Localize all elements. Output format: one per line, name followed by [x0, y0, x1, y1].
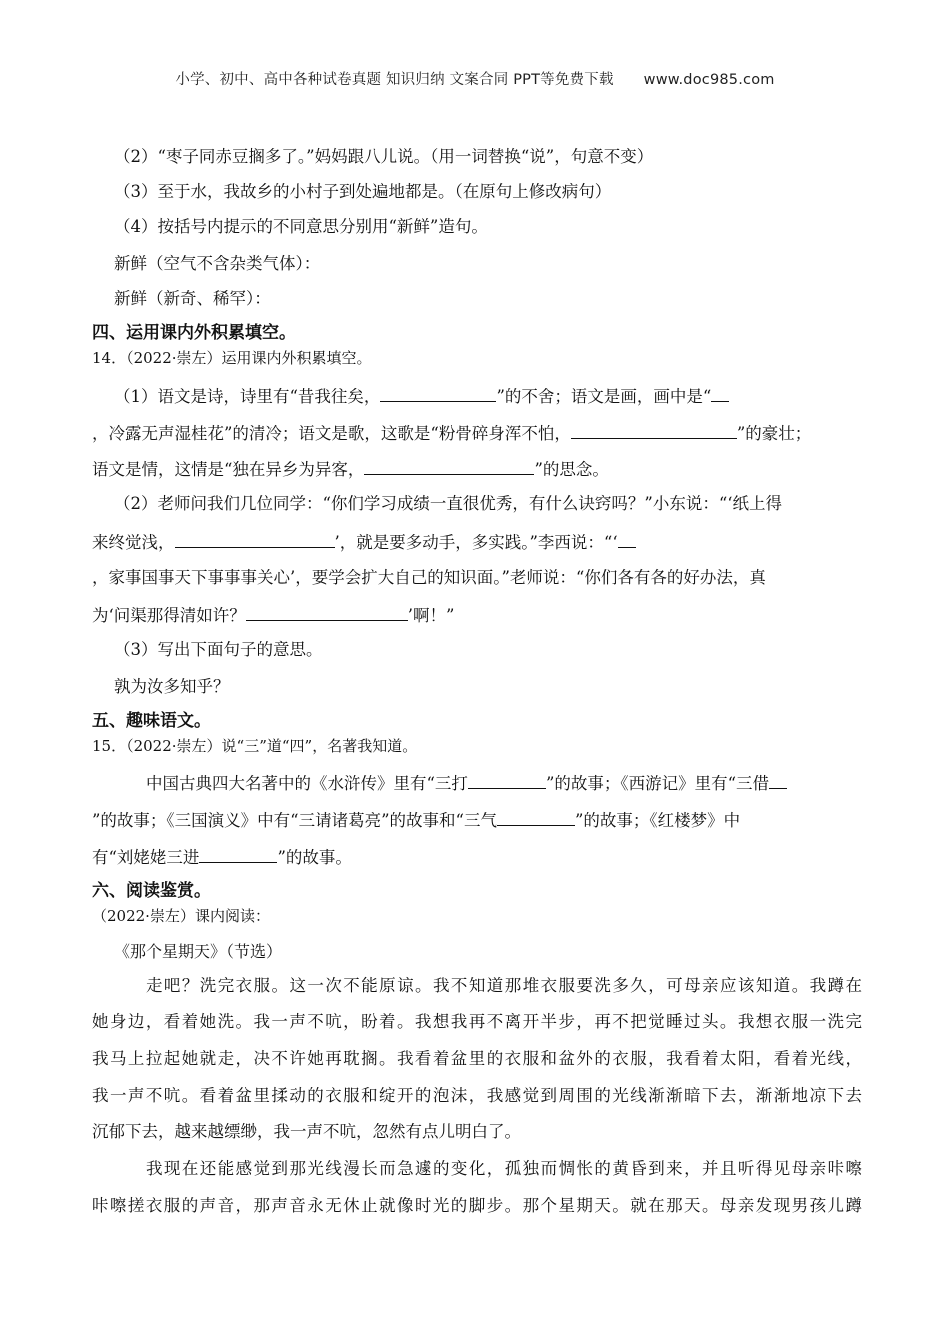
text: 为‘问渠那得清如许？: [92, 606, 246, 625]
text: ’，就是要多动手，多实践。”李西说：“‘: [334, 533, 618, 552]
page-header: [0, 68, 950, 89]
reading-title: 《那个星期天》（节选）: [114, 942, 283, 961]
q14-part2-line2: [92, 530, 862, 554]
question-15-title: 15．（2022·崇左）说“三”道“四”，名著我知道。: [92, 737, 418, 755]
header-site: www.doc985.com: [643, 72, 775, 88]
text: ”的故事。: [277, 848, 352, 867]
para1-line: 我一声不吭。看着盆里揉动的衣服和绽开的泡沫，我感觉到周围的光线渐渐暗下去，渐渐地凉下去: [92, 1086, 862, 1105]
fill-blank[interactable]: [246, 603, 408, 621]
fill-blank[interactable]: [711, 384, 729, 402]
q14-part3: （3）写出下面句子的意思。: [114, 640, 323, 659]
text: ”的不舍；语文是画，画中是“: [496, 387, 712, 406]
section-5-heading: 五、趣味语文。: [92, 711, 211, 731]
text: 语文是情，这情是“独在异乡为异客，: [92, 460, 365, 479]
q14-part1-line2: [92, 421, 862, 445]
q14-part2-line1: （2）老师问我们几位同学：“你们学习成绩一直很优秀，有什么诀窍吗？”小东说：“‘纸上得: [114, 494, 783, 513]
q14-part3-quote: 孰为汝多知乎？: [114, 677, 230, 696]
text: ”的故事；《西游记》里有“三借: [545, 774, 770, 793]
q15-line3: [92, 845, 862, 869]
para1-line: 沉郁下去，越来越缥缈，我一声不吭，忽然有点儿明白了。: [92, 1122, 521, 1141]
text: ”的豪壮；: [736, 424, 812, 443]
section-4-heading: 四、运用课内外积累填空。: [92, 323, 296, 343]
question-13-4-b: 新鲜（新奇、稀罕）：: [114, 289, 271, 308]
q15-line1: [146, 771, 916, 795]
text: ”的故事；《三国演义》中有“三请诸葛亮”的故事和“三气: [92, 811, 497, 830]
para1-line: 她身边，看着她洗。我一声不吭，盼着。我想我再不离开半步，再不把觉睡过头。我想衣服一洗完: [92, 1012, 862, 1031]
question-14-title: 14．（2022·崇左）运用课内外积累填空。: [92, 349, 372, 367]
question-13-4-a: 新鲜（空气不含杂类气体）：: [114, 254, 321, 273]
text: ，冷露无声湿桂花”的清冷；语文是歌，这歌是“粉骨碎身浑不怕，: [92, 424, 571, 443]
reading-source: （2022·崇左）课内阅读：: [92, 907, 270, 925]
fill-blank[interactable]: [497, 808, 575, 826]
section-6-heading: 六、阅读鉴赏。: [92, 881, 211, 901]
fill-blank[interactable]: [380, 384, 496, 402]
text: ”的故事；《红楼梦》中: [575, 811, 741, 830]
text: （1）语文是诗，诗里有“昔我往矣，: [114, 387, 381, 406]
question-13-2: （2）“枣子同赤豆搁多了。”妈妈跟八儿说。（用一词替换“说”，句意不变）: [114, 147, 654, 166]
header-text: 小学、初中、高中各种试卷真题 知识归纳 文案合同 PPT等免费下载: [175, 72, 614, 88]
text: ”的思念。: [534, 460, 609, 479]
para2-line: 咔嚓搓衣服的声音，那声音永无休止就像时光的脚步。那个星期天。就在那天。母亲发现男孩儿蹲: [92, 1196, 862, 1215]
fill-blank[interactable]: [468, 771, 546, 789]
para1-line: 我马上拉起她就走，决不许她再耽搁。我看着盆里的衣服和盆外的衣服，我看着太阳，看着光线，: [92, 1049, 862, 1068]
fill-blank[interactable]: [769, 771, 787, 789]
para2-line: 我现在还能感觉到那光线漫长而急遽的变化，孤独而惆怅的黄昏到来，并且听得见母亲咔嚓: [146, 1159, 862, 1178]
question-13-4: （4）按括号内提示的不同意思分别用“新鲜”造句。: [114, 217, 488, 236]
q14-part1-line3: [92, 457, 862, 481]
q14-part2-line3: ，家事国事天下事事事关心’，要学会扩大自己的知识面。”老师说：“你们各有各的好办法，真: [92, 568, 766, 587]
para1-line: 走吧？洗完衣服。这一次不能原谅。我不知道那堆衣服要洗多久，可母亲应该知道。我蹲在: [146, 976, 862, 995]
fill-blank[interactable]: [175, 530, 335, 548]
fill-blank[interactable]: [364, 457, 534, 475]
text: 有“刘姥姥三进: [92, 848, 200, 867]
text: 来终觉浅，: [92, 533, 175, 552]
text: 中国古典四大名著中的《水浒传》里有“三打: [146, 774, 468, 793]
text: ’啊！”: [407, 606, 455, 625]
fill-blank[interactable]: [618, 530, 636, 548]
fill-blank[interactable]: [571, 421, 737, 439]
q14-part1-line1: [114, 384, 884, 408]
question-13-3: （3）至于水，我故乡的小村子到处遍地都是。（在原句上修改病句）: [114, 182, 612, 201]
q14-part2-line4: [92, 603, 862, 627]
q15-line2: [92, 808, 862, 832]
fill-blank[interactable]: [199, 845, 277, 863]
